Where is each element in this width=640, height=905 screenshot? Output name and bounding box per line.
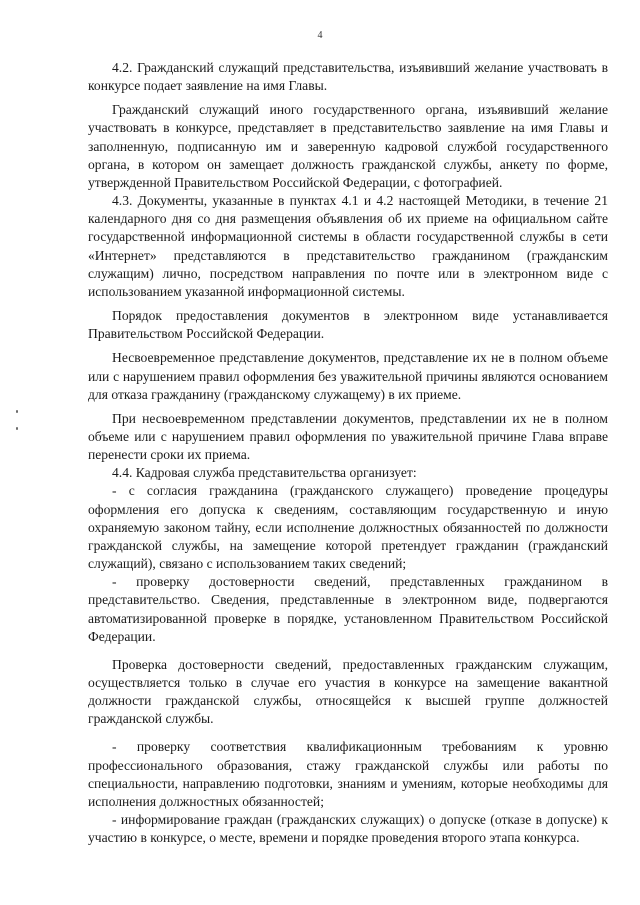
list-item-clearance: - с согласия гражданина (гражданского служащего) проведение процедуры оформления его допуска к сведениям, составляющим государственную и иную охраняемую законом тайну, если исполнение должностных обязанностей по должности гражданской службы, на замещение которой претендует гражданин (гражданский служащий), связано с использованием таких сведений; <box>88 483 608 572</box>
paragraph-untimely-refusal: Несвоевременное представление документов, представление их не в полном объеме или с нарушением правил оформления без уважительной причины являются основанием для отказа гражданину (гражданскому служащему) в их приеме. <box>88 350 608 402</box>
list-item-qualification: - проверку соответствия квалификационным требованиям к уровню профессионального образования, стажу гражданской службы или работы по специальности, направлению подготовки, знаниям и умениям, которые необходимы для исполнения должностных обязанностей; <box>88 739 608 809</box>
paragraph-4-3: 4.3. Документы, указанные в пунктах 4.1 и 4.2 настоящей Методики, в течение 21 календарного дня со дня размещения объявления об их приеме на официальном сайте государственной информационной системы в области государственной службы в сети «Интернет» представляются в представительство гражданином (гражданским служащим) лично, посредством направления по почте или в электронном виде с использованием указанной информационной системы. <box>88 193 608 299</box>
scan-margin-mark <box>16 427 18 430</box>
paragraph-4-4: 4.4. Кадровая служба представительства организует: <box>112 465 417 481</box>
page-number: 4 <box>317 30 323 41</box>
paragraph-untimely-valid-reason: При несвоевременном представлении документов, представлении их не в полном объеме или с нарушением правил оформления по уважительной причине Глава вправе перенести сроки их приема. <box>88 410 608 463</box>
paragraph-4-2: 4.2. Гражданский служащий представительства, изъявивший желание участвовать в конкурсе подает заявление на имя Главы. <box>88 60 608 94</box>
scan-margin-mark <box>16 410 18 413</box>
paragraph-verification-scope: Проверка достоверности сведений, предоставленных гражданским служащим, осуществляется только в случае его участия в конкурсе на замещение вакантной должности гражданской службы, относящейся к высшей группе должностей гражданской службы. <box>88 656 608 727</box>
list-item-verification: - проверку достоверности сведений, представленных гражданином в представительство. Сведения, представленные в электронном виде, подвергаются автоматизированной проверке в порядке, установленном Правительством Российской Федерации. <box>88 574 608 644</box>
paragraph-electronic-order: Порядок предоставления документов в электронном виде устанавливается Правительством Российской Федерации. <box>88 308 608 342</box>
list-item-notification: - информирование граждан (гражданских служащих) о допуске (отказе в допуске) к участию в конкурсе, о месте, времени и порядке проведения второго этапа конкурса. <box>88 812 608 846</box>
paragraph-other-agency: Гражданский служащий иного государственного органа, изъявивший желание участвовать в конкурсе, представляет в представительство заявление на имя Главы и заполненную, подписанную им и заверенную кадровой службой государственного органа, в котором он замещает должность гражданской службы, анкету по форме, утвержденной Правительством Российской Федерации, с фотографией. <box>88 102 608 190</box>
document-body <box>88 59 608 847</box>
